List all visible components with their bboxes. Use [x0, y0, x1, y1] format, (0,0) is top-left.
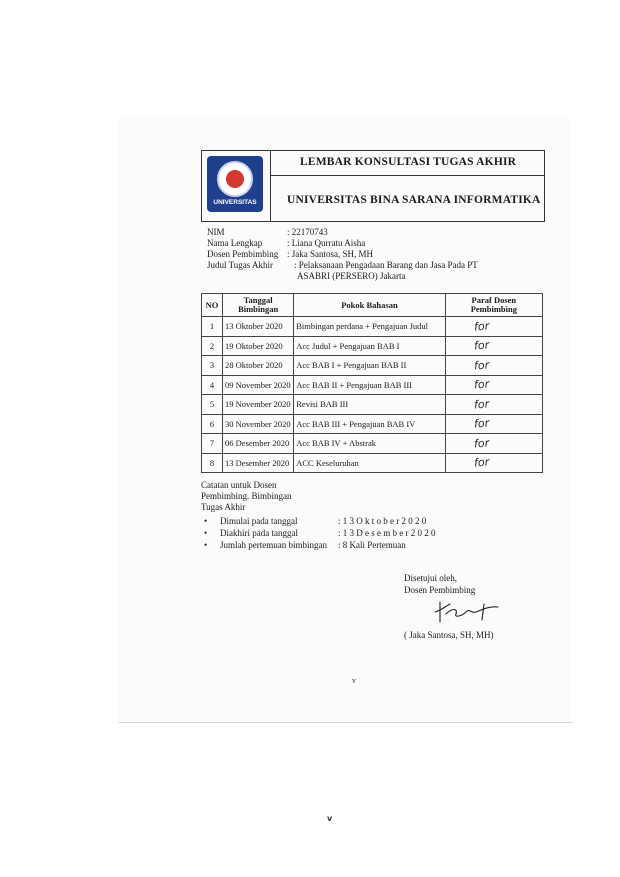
row-topic: Acc BAB III + Pengajuan BAB IV: [294, 414, 445, 434]
header-divider-horizontal: [270, 175, 544, 176]
logo-caption: UNIVERSITAS: [213, 199, 257, 206]
table-row: [202, 317, 543, 337]
col-header-topic: Pokok Bahasan: [294, 294, 445, 317]
approval-block: [404, 572, 475, 596]
university-name: UNIVERSITAS BINA SARANA INFORMATIKA: [287, 194, 541, 206]
table-header-row: [202, 294, 543, 317]
advisor-label: Dosen Pembimbing: [207, 249, 279, 259]
row-sign-cell: [445, 453, 542, 473]
advisor-signature: [432, 598, 502, 624]
table-row: [202, 395, 543, 415]
paraf-signature: for: [473, 416, 490, 431]
row-date: 06 Desember 2020: [223, 434, 294, 454]
paraf-signature: for: [473, 338, 490, 353]
row-no: 6: [202, 414, 223, 434]
row-topic: Acc BAB IV + Abstrak: [294, 434, 445, 454]
row-topic: Acc BAB I + Pengajuan BAB II: [294, 356, 445, 376]
paraf-signature: for: [473, 397, 490, 412]
thesis-title-label: Judul Tugas Akhir: [207, 260, 274, 270]
name-value: : Liana Qurratu Aisha: [287, 238, 366, 248]
paraf-signature: for: [473, 436, 490, 451]
row-date: 30 November 2020: [223, 414, 294, 434]
table-row: [202, 414, 543, 434]
row-date: 19 Oktober 2020: [223, 336, 294, 356]
row-no: 5: [202, 395, 223, 415]
row-sign-cell: [445, 375, 542, 395]
table-row: [202, 336, 543, 356]
row-no: 2: [202, 336, 223, 356]
row-sign-cell: [445, 317, 542, 337]
advisor-notes: [201, 480, 292, 513]
col-header-sign: [445, 294, 542, 317]
logo-emblem: [217, 161, 253, 197]
summary-label: Dimulai pada tanggal: [220, 516, 298, 526]
university-logo: [207, 156, 263, 212]
col-header-sign-2: Pembimbing: [470, 304, 517, 314]
nim-value: : 22170743: [287, 227, 328, 237]
row-topic: Revisi BAB III: [294, 395, 445, 415]
row-sign-cell: [445, 434, 542, 454]
row-sign-cell: [445, 395, 542, 415]
col-header-date-1: Tanggal: [243, 295, 273, 305]
summary-value: : 1 3 D e s e m b e r 2 0 2 0: [338, 528, 436, 538]
row-date: 19 November 2020: [223, 395, 294, 415]
col-header-date: [223, 294, 294, 317]
paraf-signature: for: [473, 455, 490, 470]
bullet-icon: •: [204, 540, 208, 550]
row-sign-cell: [445, 336, 542, 356]
row-no: 3: [202, 356, 223, 376]
bullet-icon: •: [204, 528, 208, 538]
nim-label: NIM: [207, 227, 225, 237]
summary-value: : 8 Kali Pertemuan: [338, 540, 406, 550]
row-date: 28 Oktober 2020: [223, 356, 294, 376]
notes-line-3: Tugas Akhir: [201, 502, 246, 512]
row-no: 1: [202, 317, 223, 337]
col-header-date-2: Bimbingan: [238, 304, 279, 314]
summary-label: Jumlah pertemuan bimbingan: [220, 540, 327, 550]
consultation-table: [201, 293, 543, 473]
row-no: 4: [202, 375, 223, 395]
row-sign-cell: [445, 414, 542, 434]
paraf-signature: for: [473, 319, 490, 334]
table-row: [202, 375, 543, 395]
header-divider-vertical: [270, 151, 271, 221]
row-no: 7: [202, 434, 223, 454]
row-date: 13 Oktober 2020: [223, 317, 294, 337]
row-topic: Acc Judul + Pengajuan BAB I: [294, 336, 445, 356]
scan-mark: v: [352, 676, 356, 685]
row-no: 8: [202, 453, 223, 473]
table-row: [202, 453, 543, 473]
summary-value: : 1 3 O k t o b e r 2 0 2 0: [338, 516, 427, 526]
notes-line-2: Pembimbing. Bimbingan: [201, 491, 292, 501]
scan-edge: [118, 722, 573, 723]
thesis-title-value-cont: ASABRI (PERSERO) Jakarta: [297, 271, 406, 281]
page-mark: v: [327, 814, 333, 823]
name-label: Nama Lengkap: [207, 238, 263, 248]
row-sign-cell: [445, 356, 542, 376]
col-header-no: NO: [202, 294, 223, 317]
paraf-signature: for: [473, 377, 490, 392]
summary-label: Diakhiri pada tanggal: [220, 528, 298, 538]
bullet-icon: •: [204, 516, 208, 526]
table-row: [202, 356, 543, 376]
approver-name: ( Jaka Santosa, SH, MH): [404, 630, 494, 640]
advisor-value: : Jaka Santosa, SH, MH: [287, 249, 373, 259]
notes-line-1: Catatan untuk Dosen: [201, 480, 277, 490]
logo-emblem-center: [226, 170, 244, 188]
row-topic: ACC Keseluruhan: [294, 453, 445, 473]
document-title: LEMBAR KONSULTASI TUGAS AKHIR: [300, 156, 517, 168]
row-topic: Bimbingan perdana + Pengajuan Judul: [294, 317, 445, 337]
row-date: 09 November 2020: [223, 375, 294, 395]
approval-line-2: Dosen Pembimbing: [404, 585, 476, 595]
paraf-signature: for: [473, 358, 490, 373]
row-topic: Acc BAB II + Pengajuan BAB III: [294, 375, 445, 395]
approval-line-1: Disetujui oleh,: [404, 573, 457, 583]
row-date: 13 Desember 2020: [223, 453, 294, 473]
thesis-title-value: : Pelaksanaan Pengadaan Barang dan Jasa Pada PT: [294, 260, 478, 270]
table-row: [202, 434, 543, 454]
col-header-sign-1: Paraf Dosen: [471, 295, 517, 305]
